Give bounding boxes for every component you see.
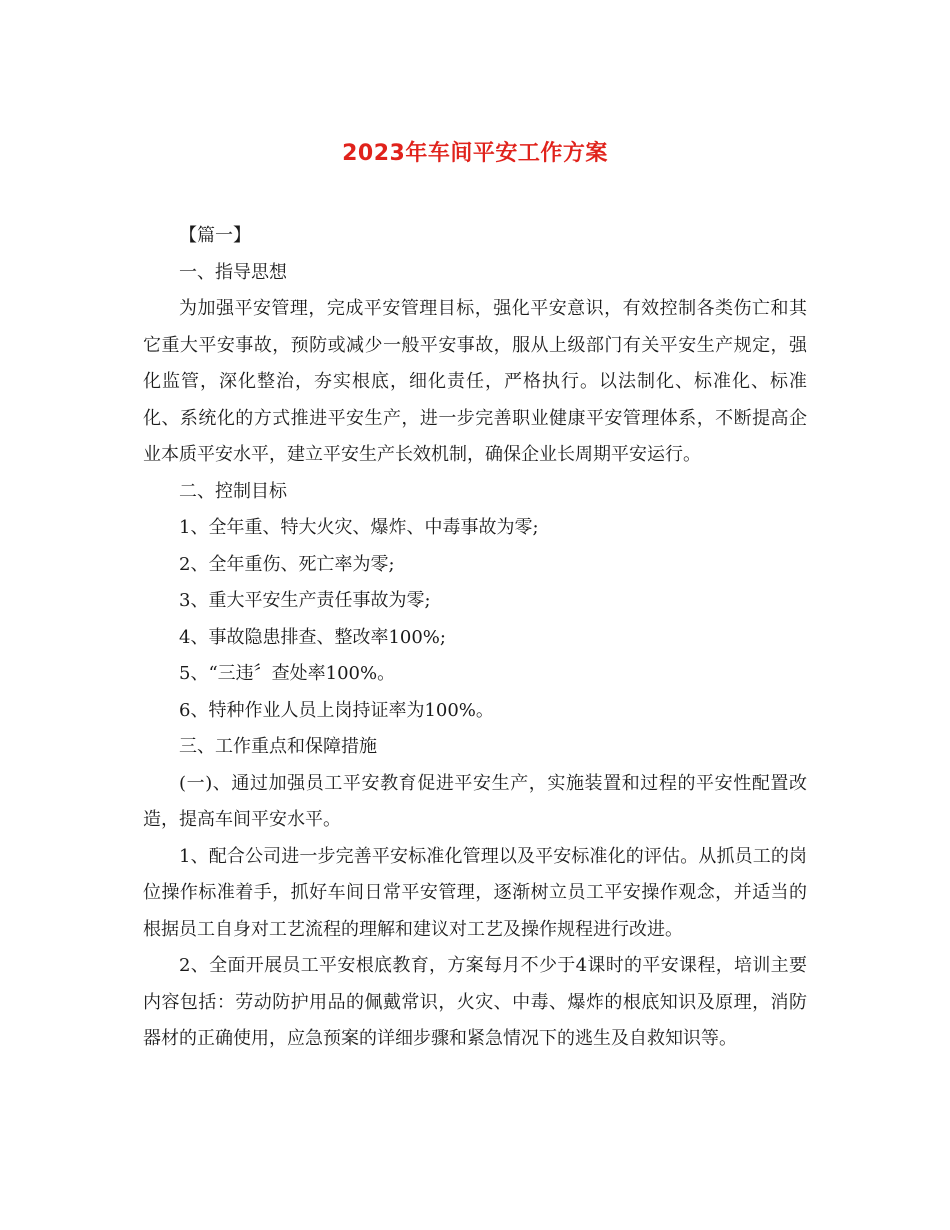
paragraph-subsection-1: (一)、通过加强员工平安教育促进平安生产，实施装置和过程的平安性配置改造，提高车间平安水平。 (143, 772, 807, 830)
heading-key-work: 三、工作重点和保障措施 (179, 736, 377, 757)
target-item-1: 1、全年重、特大火灾、爆炸、中毒事故为零; (179, 517, 539, 538)
paragraph-guiding-ideology: 为加强平安管理，完成平安管理目标，强化平安意识，有效控制各类伤亡和其它重大平安事故，预防或减少一般平安事故，服从上级部门有关平安生产规定，强化监管，深化整治，夯实根底，细化责任，严格执行。以法制化、标准化、标准化、系统化的方式推进平安生产，进一步完善职业健康平安管理体系，不断提高企业本质平安水平，建立平安生产长效机制，确保企业长周期平安运行。 (143, 298, 807, 465)
paragraph-measure-1: 1、配合公司进一步完善平安标准化管理以及平安标准化的评估。从抓员工的岗位操作标准着手，抓好车间日常平安管理，逐渐树立员工平安操作观念，并适当的根据员工自身对工艺流程的理解和建议对工艺及操作规程进行改进。 (143, 845, 807, 940)
target-item-2: 2、全年重伤、死亡率为零; (179, 553, 395, 575)
target-item-4: 4、事故隐患排查、整改率100%; (179, 626, 446, 648)
section-marker: 【篇一】 (179, 225, 251, 246)
heading-control-targets: 二、控制目标 (179, 480, 287, 502)
document-title: 2023年车间平安工作方案 (342, 141, 608, 166)
target-item-6: 6、特种作业人员上岗持证率为100%。 (179, 699, 494, 721)
heading-guiding-ideology: 一、指导思想 (179, 261, 287, 283)
document-body (143, 218, 807, 1058)
target-item-5: 5、“三违〞查处率100%。 (179, 663, 396, 684)
target-item-3: 3、重大平安生产责任事故为零; (179, 590, 431, 611)
paragraph-measure-2: 2、全面开展员工平安根底教育，方案每月不少于4课时的平安课程，培训主要内容包括：劳动防护用品的佩戴常识，火灾、中毒、爆炸的根底知识及原理，消防器材的正确使用，应急预案的详细步骤和紧急情况下的逃生及自救知识等。 (143, 955, 807, 1049)
